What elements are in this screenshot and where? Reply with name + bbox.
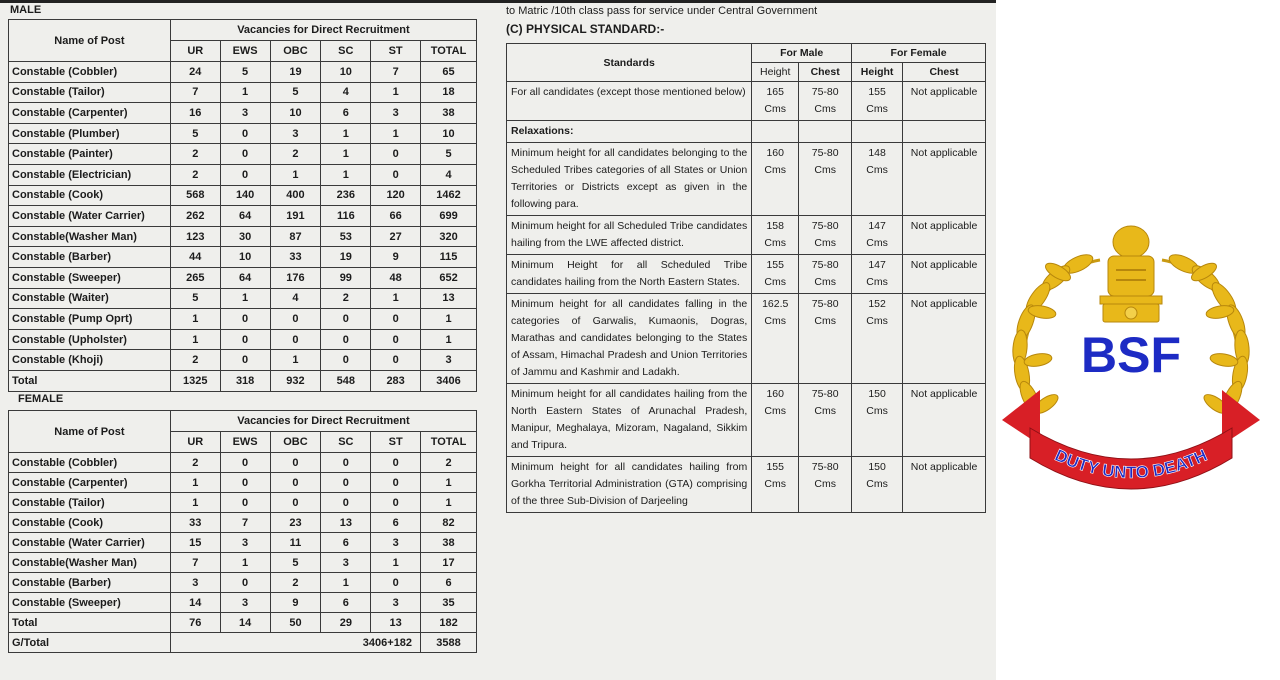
vacancy-value-cell: 99 (321, 267, 371, 288)
vacancy-value-cell: 0 (270, 309, 321, 330)
column-header-ur: UR (170, 41, 220, 62)
vacancy-value-cell: 13 (421, 288, 477, 309)
table-row (9, 573, 477, 593)
female-height-cell: 147 Cms (852, 255, 903, 294)
vacancy-value-cell: 6 (321, 593, 371, 613)
vacancy-value-cell: 1 (220, 553, 270, 573)
vacancy-value-cell: 1 (371, 288, 421, 309)
vacancy-value-cell: 116 (321, 206, 371, 227)
standard-row (507, 216, 986, 255)
vacancy-value-cell: 1 (421, 329, 477, 350)
post-name-cell: Constable (Pump Oprt) (9, 309, 171, 330)
column-header-ews: EWS (220, 41, 270, 62)
standard-row (507, 255, 986, 294)
vacancy-value-cell: 3 (170, 573, 220, 593)
vacancy-value-cell: 0 (321, 329, 371, 350)
vacancy-value-cell: 3 (371, 593, 421, 613)
male-height-cell: 155 Cms (752, 255, 799, 294)
vacancy-value-cell: 1 (170, 473, 220, 493)
vacancy-value-cell: 120 (371, 185, 421, 206)
vacancy-value-cell: 23 (270, 513, 321, 533)
standard-row (507, 121, 986, 143)
vacancy-value-cell: 87 (270, 226, 321, 247)
standard-row (507, 384, 986, 457)
empty-cell (799, 121, 852, 143)
vacancy-value-cell: 2 (170, 453, 220, 473)
female-chest-cell: Not applicable (903, 294, 986, 384)
male-chest-cell: 75-80 Cms (799, 384, 852, 457)
vacancy-value-cell: 1 (220, 82, 270, 103)
physical-standard-heading: (C) PHYSICAL STANDARD:- (506, 22, 665, 36)
empty-cell (752, 121, 799, 143)
female-chest-cell: Not applicable (903, 255, 986, 294)
post-name-cell: Constable (Plumber) (9, 123, 171, 144)
vacancy-value-cell: 5 (170, 288, 220, 309)
standard-description: Minimum height for all candidates hailing from the North Eastern States of Arunachal Pradesh, Manipur, Meghalaya, Mizoram, Nagaland, Sikkim and Tripura. (507, 384, 752, 457)
male-height-header: Height (752, 63, 799, 82)
vacancy-value-cell: 0 (220, 123, 270, 144)
total-value-cell: 14 (220, 613, 270, 633)
vacancy-value-cell: 33 (170, 513, 220, 533)
table-row (9, 123, 477, 144)
vacancy-value-cell: 115 (421, 247, 477, 268)
male-height-cell: 160 Cms (752, 143, 799, 216)
national-emblem-icon (1100, 226, 1162, 322)
vacancy-value-cell: 64 (220, 267, 270, 288)
vacancy-value-cell: 16 (170, 103, 220, 124)
vacancy-value-cell: 1 (421, 473, 477, 493)
post-name-cell: Constable(Washer Man) (9, 553, 171, 573)
male-chest-cell: 75-80 Cms (799, 216, 852, 255)
name-of-post-header: Name of Post (9, 411, 171, 453)
post-name-cell: Constable (Carpenter) (9, 473, 171, 493)
standard-description: Minimum height for all candidates belonging to the Scheduled Tribes categories of all States or Union Territories or Districts except as given in the following para. (507, 143, 752, 216)
total-value-cell: 13 (371, 613, 421, 633)
total-value-cell: 548 (321, 370, 371, 391)
post-name-cell: Constable (Tailor) (9, 493, 171, 513)
vacancy-value-cell: 1462 (421, 185, 477, 206)
column-header-obc: OBC (270, 432, 321, 453)
vacancy-value-cell: 13 (321, 513, 371, 533)
total-value-cell: 283 (371, 370, 421, 391)
left-scanned-page (0, 0, 491, 680)
total-value-cell: 29 (321, 613, 371, 633)
table-row (9, 206, 477, 227)
female-height-cell: 150 Cms (852, 384, 903, 457)
table-row (9, 247, 477, 268)
post-name-cell: Constable (Cobbler) (9, 62, 171, 83)
vacancy-value-cell: 18 (421, 82, 477, 103)
total-row (9, 370, 477, 391)
post-name-cell: Constable (Cobbler) (9, 453, 171, 473)
male-height-cell: 165 Cms (752, 82, 799, 121)
post-name-cell: Constable (Upholster) (9, 329, 171, 350)
vacancy-value-cell: 1 (170, 329, 220, 350)
table-row (9, 164, 477, 185)
male-section-label: MALE (10, 4, 42, 16)
vacancy-value-cell: 1 (371, 553, 421, 573)
name-of-post-header: Name of Post (9, 20, 171, 62)
vacancy-value-cell: 0 (371, 573, 421, 593)
standard-row (507, 457, 986, 513)
page-top-border (491, 0, 996, 3)
total-value-cell: 182 (421, 613, 477, 633)
vacancy-value-cell: 38 (421, 103, 477, 124)
vacancy-value-cell: 1 (170, 493, 220, 513)
male-vacancy-table (8, 19, 477, 392)
table-row (9, 144, 477, 165)
vacancy-value-cell: 1 (270, 164, 321, 185)
for-female-header: For Female (852, 44, 986, 63)
vacancy-value-cell: 6 (321, 103, 371, 124)
vacancy-value-cell: 262 (170, 206, 220, 227)
female-height-cell: 155 Cms (852, 82, 903, 121)
male-chest-cell: 75-80 Cms (799, 143, 852, 216)
vacancy-value-cell: 400 (270, 185, 321, 206)
vacancy-value-cell: 19 (321, 247, 371, 268)
vacancy-value-cell: 4 (321, 82, 371, 103)
column-header-sc: SC (321, 41, 371, 62)
vacancy-value-cell: 6 (421, 573, 477, 593)
grand-total-row (9, 633, 477, 653)
vacancy-value-cell: 0 (321, 350, 371, 371)
vacancy-value-cell: 7 (220, 513, 270, 533)
empty-cell (903, 121, 986, 143)
vacancy-value-cell: 2 (170, 144, 220, 165)
vacancy-value-cell: 9 (371, 247, 421, 268)
table-row (9, 513, 477, 533)
vacancy-value-cell: 1 (321, 573, 371, 593)
vacancy-value-cell: 0 (220, 164, 270, 185)
vacancy-value-cell: 0 (371, 144, 421, 165)
table-row (9, 226, 477, 247)
post-name-cell: Constable (Sweeper) (9, 267, 171, 288)
vacancy-value-cell: 15 (170, 533, 220, 553)
vacancy-value-cell: 0 (371, 493, 421, 513)
vacancy-value-cell: 1 (321, 164, 371, 185)
bsf-title: BSF (1081, 327, 1181, 383)
vacancy-value-cell: 2 (170, 164, 220, 185)
vacancy-value-cell: 1 (170, 309, 220, 330)
vacancy-value-cell: 1 (371, 123, 421, 144)
column-header-total: TOTAL (421, 432, 477, 453)
table-row (9, 267, 477, 288)
female-height-cell: 152 Cms (852, 294, 903, 384)
table-row (9, 288, 477, 309)
vacancies-header: Vacancies for Direct Recruitment (170, 20, 476, 41)
vacancy-value-cell: 2 (321, 288, 371, 309)
vacancy-value-cell: 3 (371, 103, 421, 124)
post-name-cell: Constable (Sweeper) (9, 593, 171, 613)
vacancy-value-cell: 0 (220, 144, 270, 165)
vacancy-value-cell: 0 (220, 350, 270, 371)
vacancy-value-cell: 7 (371, 62, 421, 83)
column-header-sc: SC (321, 432, 371, 453)
page-top-border (0, 0, 491, 3)
vacancy-value-cell: 0 (270, 329, 321, 350)
motto-text: DUTY UNTO DEATH (1051, 445, 1211, 483)
vacancy-value-cell: 10 (421, 123, 477, 144)
vacancy-value-cell: 0 (270, 453, 321, 473)
vacancy-value-cell: 9 (270, 593, 321, 613)
total-value-cell: 1325 (170, 370, 220, 391)
vacancy-value-cell: 2 (170, 350, 220, 371)
vacancy-value-cell: 0 (321, 473, 371, 493)
vacancy-value-cell: 82 (421, 513, 477, 533)
post-name-cell: Constable (Painter) (9, 144, 171, 165)
vacancy-value-cell: 35 (421, 593, 477, 613)
column-header-st: ST (371, 41, 421, 62)
table-row (9, 350, 477, 371)
post-name-cell: Constable (Khoji) (9, 350, 171, 371)
female-section-label: FEMALE (18, 393, 64, 405)
vacancy-value-cell: 1 (220, 288, 270, 309)
vacancy-value-cell: 176 (270, 267, 321, 288)
grand-total-formula: 3406+182 (170, 633, 420, 653)
female-chest-header: Chest (903, 63, 986, 82)
vacancy-value-cell: 0 (220, 329, 270, 350)
vacancy-value-cell: 320 (421, 226, 477, 247)
vacancy-value-cell: 64 (220, 206, 270, 227)
male-chest-cell: 75-80 Cms (799, 82, 852, 121)
male-height-cell: 158 Cms (752, 216, 799, 255)
vacancy-value-cell: 0 (220, 453, 270, 473)
vacancy-value-cell: 0 (220, 573, 270, 593)
vacancy-value-cell: 2 (270, 144, 321, 165)
table-row (9, 553, 477, 573)
vacancy-value-cell: 652 (421, 267, 477, 288)
vacancy-value-cell: 5 (220, 62, 270, 83)
vacancy-value-cell: 10 (321, 62, 371, 83)
male-chest-header: Chest (799, 63, 852, 82)
vacancy-value-cell: 0 (220, 309, 270, 330)
standard-description: Minimum height for all candidates falling in the categories of Garwalis, Kumaonis, Dogras, Marathas and candidates belonging to the States of Assam, Himachal Pradesh and Union Territories of Jammu and Kashmir and Ladakh. (507, 294, 752, 384)
female-chest-cell: Not applicable (903, 82, 986, 121)
vacancy-value-cell: 44 (170, 247, 220, 268)
post-name-cell: Constable (Electrician) (9, 164, 171, 185)
table-row (9, 453, 477, 473)
standard-row (507, 143, 986, 216)
vacancy-value-cell: 5 (270, 82, 321, 103)
vacancy-value-cell: 10 (270, 103, 321, 124)
vacancy-value-cell: 10 (220, 247, 270, 268)
male-height-cell: 155 Cms (752, 457, 799, 513)
vacancy-value-cell: 1 (321, 144, 371, 165)
column-header-obc: OBC (270, 41, 321, 62)
vacancy-value-cell: 2 (270, 573, 321, 593)
vacancy-value-cell: 4 (421, 164, 477, 185)
post-name-cell: Constable (Water Carrier) (9, 533, 171, 553)
vacancy-value-cell: 2 (421, 453, 477, 473)
female-chest-cell: Not applicable (903, 216, 986, 255)
post-name-cell: Constable (Barber) (9, 573, 171, 593)
column-header-total: TOTAL (421, 41, 477, 62)
vacancy-value-cell: 236 (321, 185, 371, 206)
vacancy-value-cell: 0 (270, 473, 321, 493)
vacancy-value-cell: 4 (270, 288, 321, 309)
vacancy-value-cell: 6 (321, 533, 371, 553)
vacancy-value-cell: 1 (421, 493, 477, 513)
vacancy-value-cell: 38 (421, 533, 477, 553)
grand-total-value: 3588 (421, 633, 477, 653)
table-row (9, 473, 477, 493)
total-value-cell: 76 (170, 613, 220, 633)
post-name-cell: Constable (Cook) (9, 185, 171, 206)
for-male-header: For Male (752, 44, 852, 63)
bsf-logo (1000, 220, 1262, 500)
vacancy-value-cell: 0 (220, 473, 270, 493)
vacancy-value-cell: 0 (220, 493, 270, 513)
female-vacancy-table (8, 410, 477, 653)
vacancy-value-cell: 3 (371, 533, 421, 553)
vacancy-value-cell: 123 (170, 226, 220, 247)
vacancy-value-cell: 1 (270, 350, 321, 371)
total-row (9, 613, 477, 633)
vacancy-value-cell: 1 (371, 82, 421, 103)
total-label: Total (9, 370, 171, 391)
vacancy-value-cell: 0 (321, 493, 371, 513)
male-chest-cell: 75-80 Cms (799, 294, 852, 384)
relaxations-label: Relaxations: (507, 121, 752, 143)
post-name-cell: Constable(Washer Man) (9, 226, 171, 247)
female-chest-cell: Not applicable (903, 384, 986, 457)
column-header-ews: EWS (220, 432, 270, 453)
table-row (9, 329, 477, 350)
vacancy-value-cell: 19 (270, 62, 321, 83)
vacancy-value-cell: 0 (371, 164, 421, 185)
vacancy-value-cell: 0 (371, 350, 421, 371)
vacancy-value-cell: 0 (371, 473, 421, 493)
vacancies-header: Vacancies for Direct Recruitment (170, 411, 476, 432)
vacancy-value-cell: 3 (220, 533, 270, 553)
vacancy-value-cell: 48 (371, 267, 421, 288)
standard-row (507, 294, 986, 384)
standard-description: Minimum height for all candidates hailing from Gorkha Territorial Administration (GTA) comprising of the three Sub-Division of Darjeeling (507, 457, 752, 513)
table-row (9, 82, 477, 103)
vacancy-value-cell: 3 (270, 123, 321, 144)
vacancy-value-cell: 5 (270, 553, 321, 573)
vacancy-value-cell: 265 (170, 267, 220, 288)
vacancy-value-cell: 0 (371, 453, 421, 473)
vacancy-value-cell: 3 (421, 350, 477, 371)
male-height-cell: 160 Cms (752, 384, 799, 457)
total-value-cell: 932 (270, 370, 321, 391)
post-name-cell: Constable (Cook) (9, 513, 171, 533)
female-height-cell: 150 Cms (852, 457, 903, 513)
vacancy-value-cell: 27 (371, 226, 421, 247)
standard-row (507, 82, 986, 121)
vacancy-value-cell: 1 (421, 309, 477, 330)
standard-description: Minimum Height for all Scheduled Tribe candidates hailing from the North Eastern States. (507, 255, 752, 294)
post-name-cell: Constable (Waiter) (9, 288, 171, 309)
vacancy-value-cell: 17 (421, 553, 477, 573)
vacancy-value-cell: 11 (270, 533, 321, 553)
female-chest-cell: Not applicable (903, 457, 986, 513)
physical-standard-table (506, 43, 986, 513)
vacancy-value-cell: 699 (421, 206, 477, 227)
column-header-st: ST (371, 432, 421, 453)
vacancy-value-cell: 0 (270, 493, 321, 513)
empty-cell (852, 121, 903, 143)
vacancy-value-cell: 30 (220, 226, 270, 247)
vacancy-value-cell: 3 (321, 553, 371, 573)
post-name-cell: Constable (Barber) (9, 247, 171, 268)
vacancy-value-cell: 140 (220, 185, 270, 206)
vacancy-value-cell: 66 (371, 206, 421, 227)
vacancy-value-cell: 5 (170, 123, 220, 144)
vacancy-value-cell: 191 (270, 206, 321, 227)
standards-header: Standards (507, 44, 752, 82)
vacancy-value-cell: 5 (421, 144, 477, 165)
vacancy-value-cell: 0 (321, 309, 371, 330)
male-chest-cell: 75-80 Cms (799, 255, 852, 294)
total-label: Total (9, 613, 171, 633)
table-row (9, 533, 477, 553)
standard-description: For all candidates (except those mentioned below) (507, 82, 752, 121)
vacancy-value-cell: 53 (321, 226, 371, 247)
continuation-text: to Matric /10th class pass for service under Central Government (506, 5, 818, 17)
female-height-cell: 147 Cms (852, 216, 903, 255)
post-name-cell: Constable (Carpenter) (9, 103, 171, 124)
vacancy-value-cell: 0 (371, 309, 421, 330)
vacancy-value-cell: 65 (421, 62, 477, 83)
total-value-cell: 50 (270, 613, 321, 633)
vacancy-value-cell: 3 (220, 103, 270, 124)
table-row (9, 103, 477, 124)
table-row (9, 593, 477, 613)
grand-total-label: G/Total (9, 633, 171, 653)
table-row (9, 62, 477, 83)
total-value-cell: 318 (220, 370, 270, 391)
vacancy-value-cell: 14 (170, 593, 220, 613)
vacancy-value-cell: 7 (170, 82, 220, 103)
post-name-cell: Constable (Water Carrier) (9, 206, 171, 227)
vacancy-value-cell: 24 (170, 62, 220, 83)
female-chest-cell: Not applicable (903, 143, 986, 216)
vacancy-value-cell: 568 (170, 185, 220, 206)
total-value-cell: 3406 (421, 370, 477, 391)
vacancy-value-cell: 33 (270, 247, 321, 268)
vacancy-value-cell: 0 (321, 453, 371, 473)
female-height-header: Height (852, 63, 903, 82)
post-name-cell: Constable (Tailor) (9, 82, 171, 103)
male-chest-cell: 75-80 Cms (799, 457, 852, 513)
vacancy-value-cell: 3 (220, 593, 270, 613)
vacancy-value-cell: 6 (371, 513, 421, 533)
male-height-cell: 162.5 Cms (752, 294, 799, 384)
table-row (9, 493, 477, 513)
vacancy-value-cell: 0 (371, 329, 421, 350)
female-height-cell: 148 Cms (852, 143, 903, 216)
table-row (9, 309, 477, 330)
column-header-ur: UR (170, 432, 220, 453)
vacancy-value-cell: 7 (170, 553, 220, 573)
standard-description: Minimum height for all Scheduled Tribe candidates hailing from the LWE affected district. (507, 216, 752, 255)
table-row (9, 185, 477, 206)
vacancy-value-cell: 1 (321, 123, 371, 144)
